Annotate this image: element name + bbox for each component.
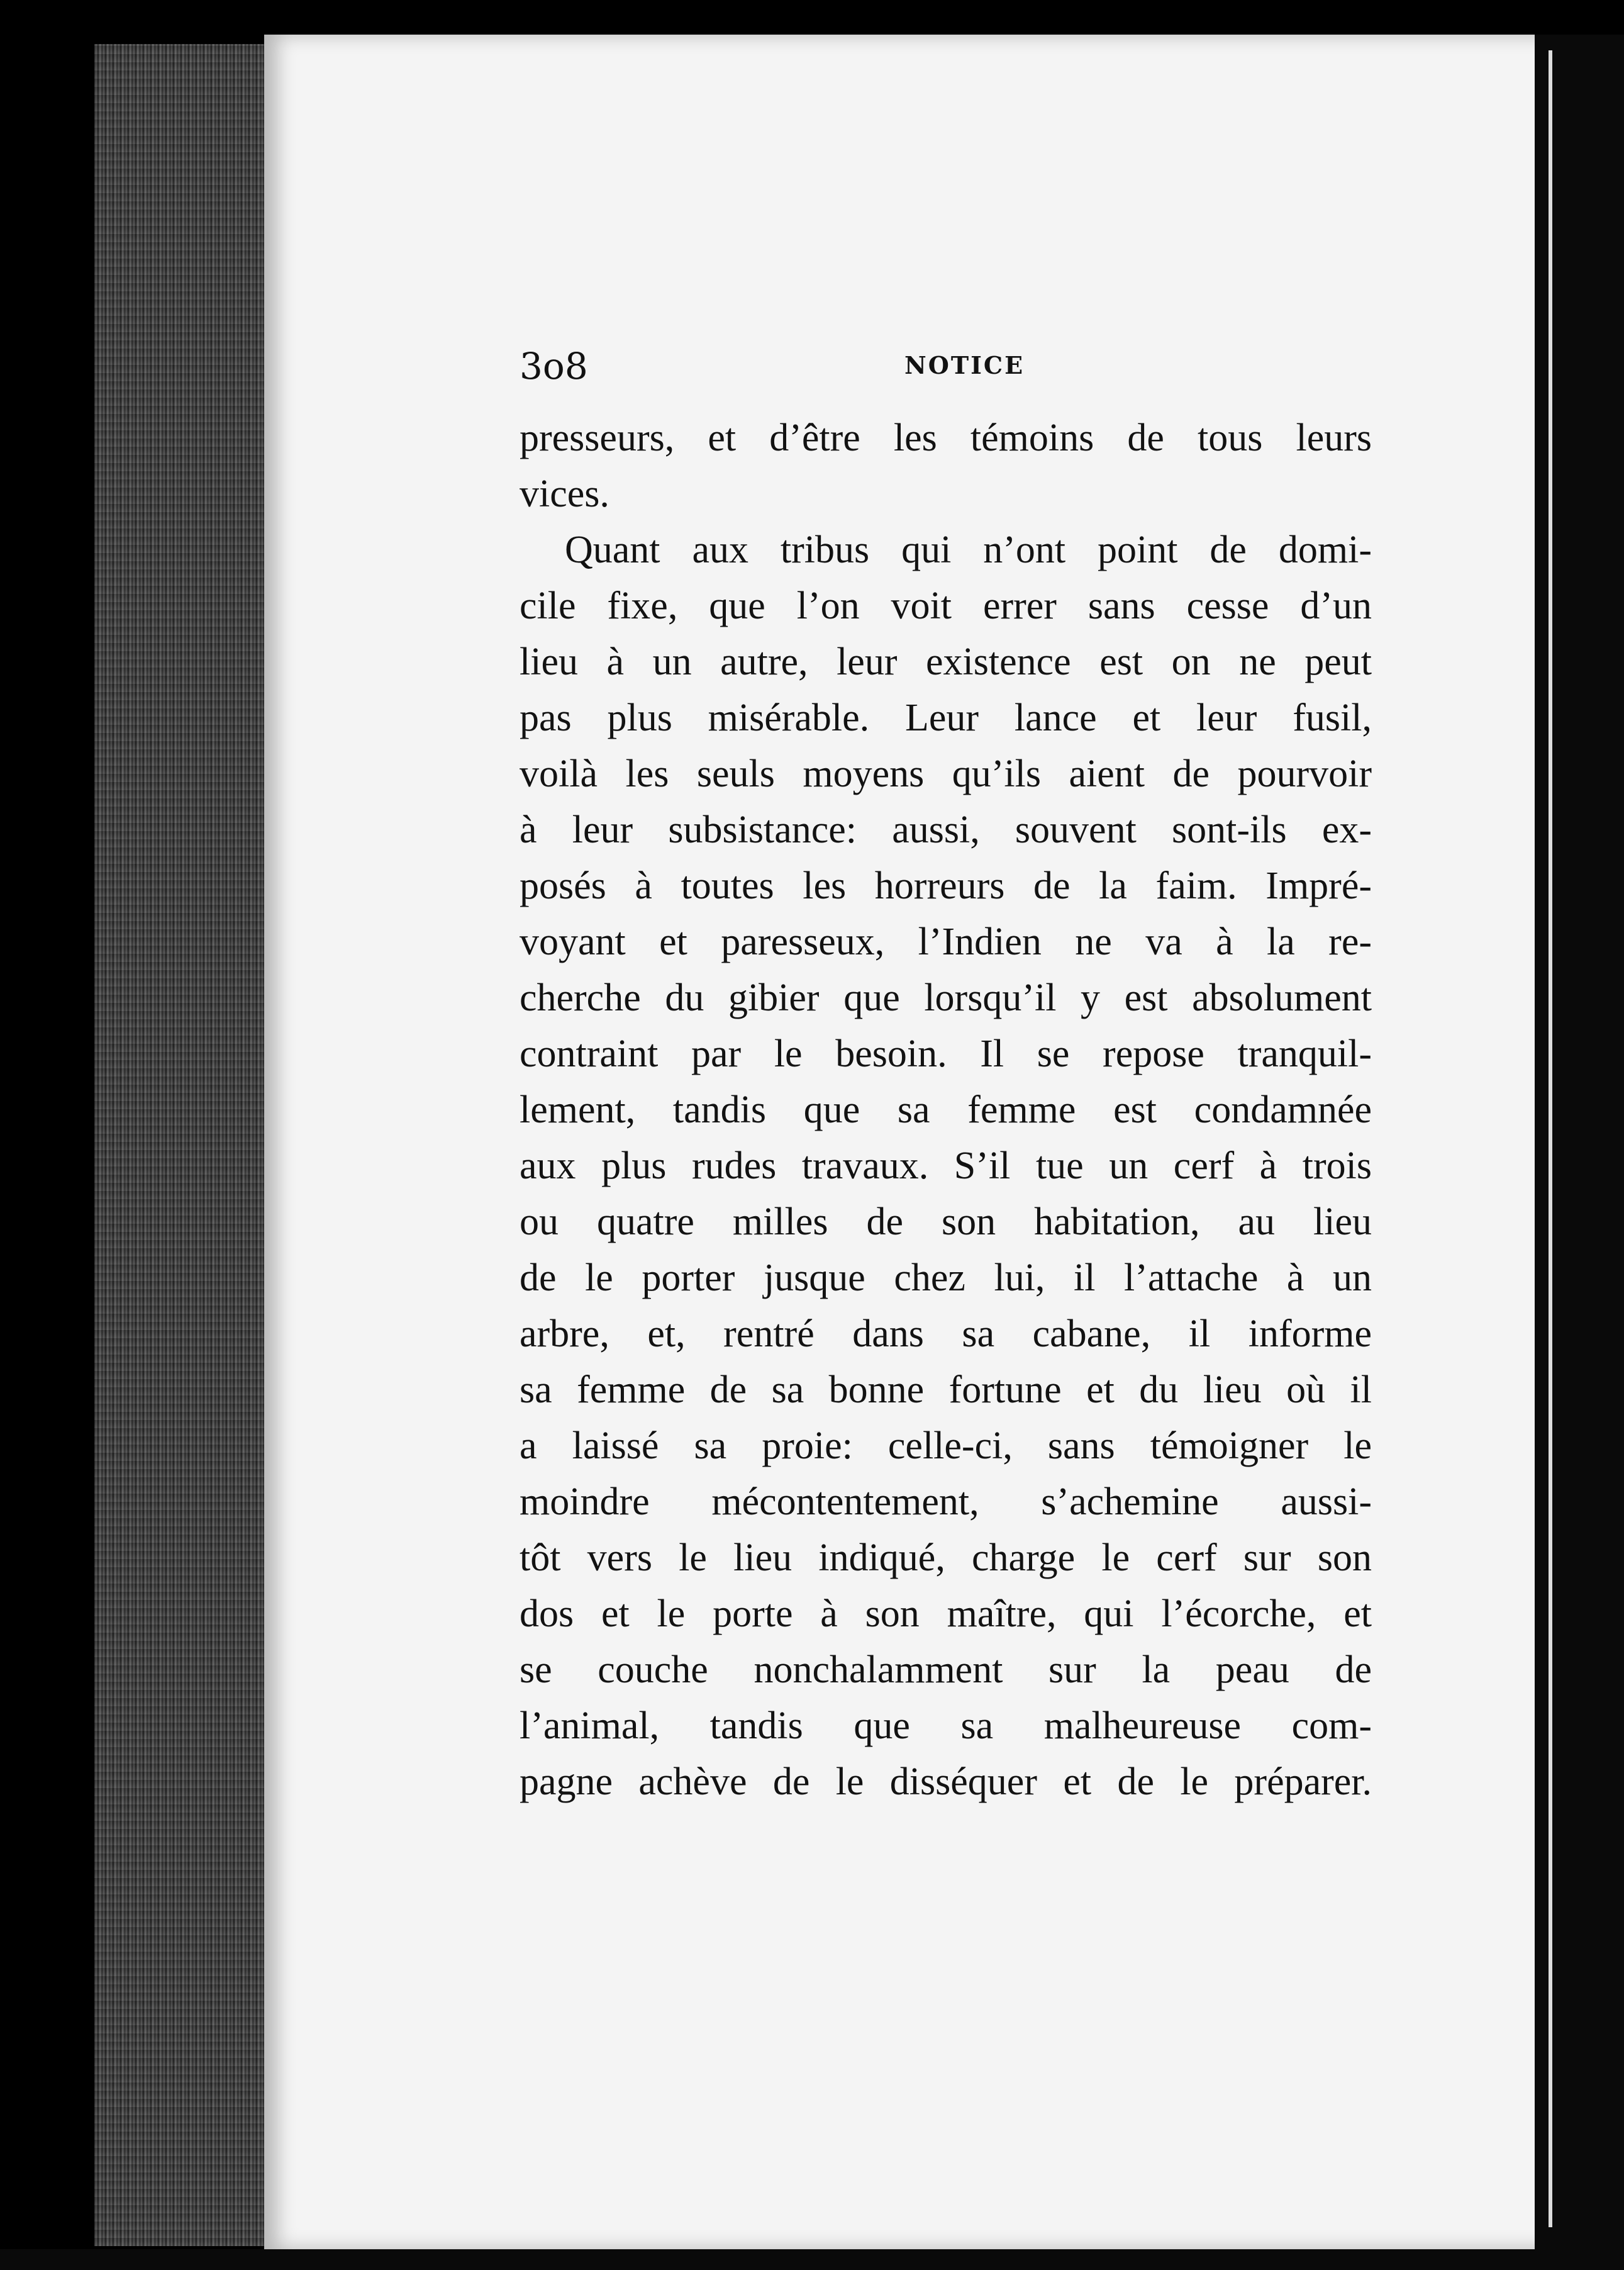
text-line: dos et le porte à son maître, qui l’écorche, et: [520, 1592, 1372, 1635]
text-line: lieu à un autre, leur existence est on ne peut: [520, 640, 1372, 683]
scan-border-bottom: [0, 2249, 1624, 2270]
page-number: 3o8: [520, 345, 588, 388]
text-line: contraint par le besoin. Il se repose tranquil-: [520, 1032, 1372, 1075]
text-line: se couche nonchalamment sur la peau de: [520, 1648, 1372, 1691]
text-line: moindre mécontentement, s’achemine aussi-: [520, 1480, 1372, 1523]
text-line: vices.: [520, 472, 609, 515]
text-line: voilà les seuls moyens qu’ils aient de pourvoir: [520, 752, 1372, 795]
text-line: sa femme de sa bonne fortune et du lieu où il: [520, 1368, 1372, 1411]
body-text: [520, 410, 1372, 1810]
text-line: pas plus misérable. Leur lance et leur fusil,: [520, 696, 1372, 739]
text-line: lement, tandis que sa femme est condamnée: [520, 1088, 1372, 1131]
text-line: l’animal, tandis que sa malheureuse com-: [520, 1704, 1372, 1747]
text-line: cherche du gibier que lorsqu’il y est absolument: [520, 976, 1372, 1019]
text-line: pagne achève de le disséquer et de le préparer.: [520, 1760, 1372, 1803]
text-line: cile fixe, que l’on voit errer sans cesse d’un: [520, 584, 1372, 627]
facing-page-edge: [1549, 50, 1552, 2227]
text-line: voyant et paresseux, l’Indien ne va à la re-: [520, 920, 1372, 963]
text-line: a laissé sa proie: celle-ci, sans témoigner le: [520, 1424, 1372, 1467]
text-line: de le porter jusque chez lui, il l’attache à un: [520, 1256, 1372, 1299]
text-line: Quant aux tribus qui n’ont point de domi-: [565, 528, 1372, 571]
text-line: posés à toutes les horreurs de la faim. Impré-: [520, 864, 1372, 907]
text-line: à leur subsistance: aussi, souvent sont-ils ex-: [520, 808, 1372, 851]
running-title: NOTICE: [904, 351, 1025, 379]
text-line: tôt vers le lieu indiqué, charge le cerf sur son: [520, 1536, 1372, 1579]
text-line: ou quatre milles de son habitation, au lieu: [520, 1200, 1372, 1243]
book-page-edges: [94, 44, 277, 2246]
running-head: [520, 345, 1375, 389]
text-line: aux plus rudes travaux. S’il tue un cerf à trois: [520, 1144, 1372, 1187]
text-line: arbre, et, rentré dans sa cabane, il informe: [520, 1312, 1372, 1355]
text-line: presseurs, et d’être les témoins de tous leurs: [520, 417, 1372, 459]
